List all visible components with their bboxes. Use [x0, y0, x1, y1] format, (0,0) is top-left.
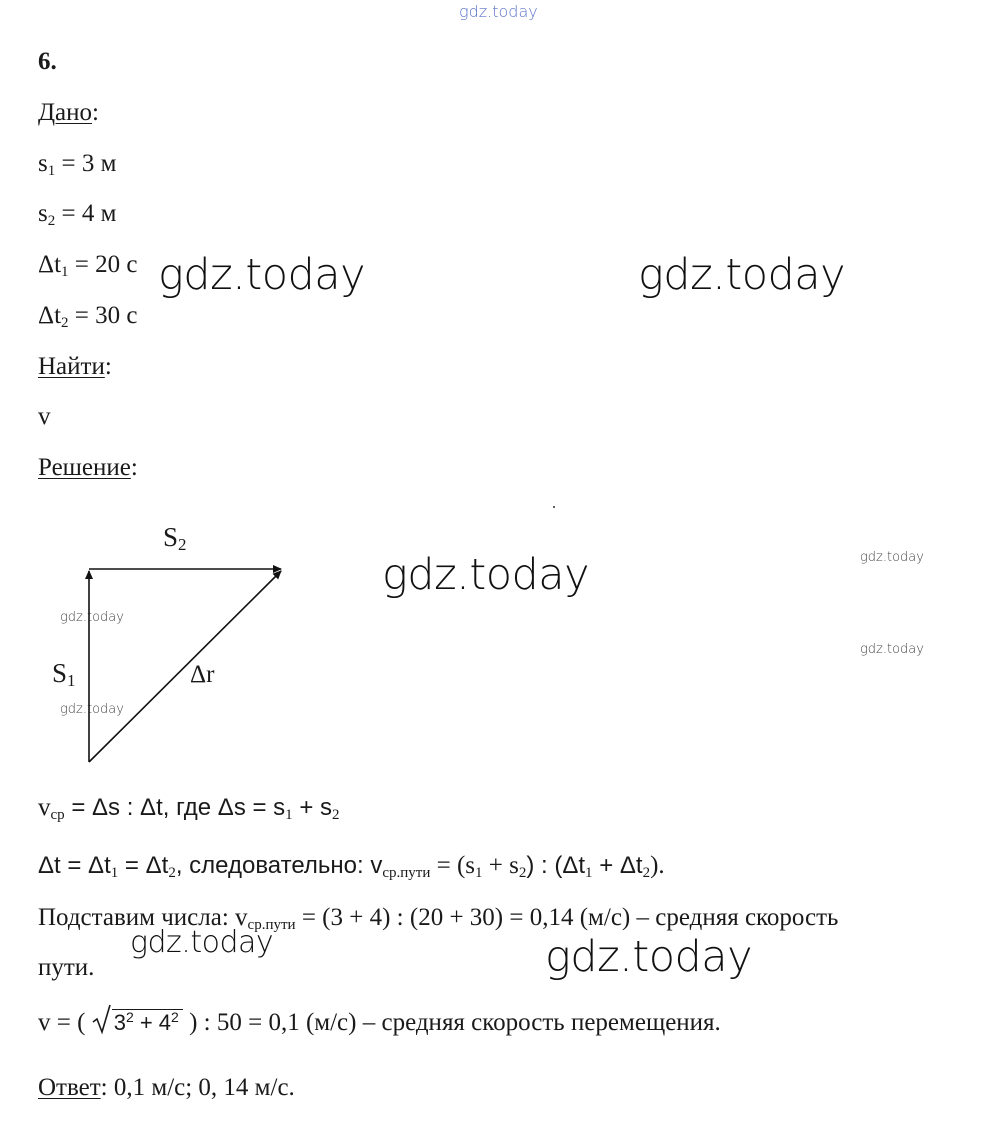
- solution-heading: [38, 453, 138, 483]
- watermark-small: gdz.today: [60, 702, 124, 717]
- f-part: + 4: [133, 1010, 172, 1035]
- watermark-large: gdz.today: [545, 932, 753, 982]
- label-main: S: [52, 658, 68, 688]
- f-part: Δt = Δt: [38, 852, 111, 879]
- watermark-top: gdz.today: [459, 2, 538, 21]
- vector-dr-arrow: [89, 571, 281, 762]
- given-subscript: 1: [47, 163, 56, 179]
- given-symbol: s: [38, 150, 48, 177]
- f-part: 3: [113, 1010, 126, 1035]
- f-part: + s: [482, 852, 519, 879]
- formula-avg-speed: [38, 793, 340, 823]
- f-sub: 1: [475, 865, 483, 881]
- f-sub: 2: [642, 865, 651, 881]
- given-value: = 3 м: [55, 150, 117, 177]
- f-part: + Δt: [592, 852, 643, 879]
- formula-substitute-cont: пути.: [38, 954, 95, 981]
- diagram-label-s2: [163, 522, 187, 552]
- sqrt-icon: [92, 1002, 112, 1036]
- f-sub: ср: [50, 807, 65, 823]
- vector-diagram: [40, 495, 560, 775]
- f-part: = (s: [430, 852, 476, 879]
- given-heading-text: Дано: [38, 99, 93, 126]
- watermark-large: gdz.today: [158, 250, 366, 300]
- f-sub: 2: [332, 807, 340, 823]
- answer-text: : 0,1 м/с; 0, 14 м/с.: [100, 1074, 295, 1101]
- sqrt-expression: [92, 1008, 183, 1038]
- f-sub: ср.пути: [247, 917, 296, 933]
- given-symbol: Δt: [38, 302, 62, 329]
- watermark-large: gdz.today: [638, 250, 846, 300]
- find-heading-colon: :: [104, 353, 112, 380]
- f-sub: 1: [110, 865, 119, 881]
- given-symbol: Δt: [38, 251, 62, 278]
- f-part: = (3 + 4) : (20 + 30) = 0,14 (м/с) – средняя скорость: [295, 904, 839, 931]
- find-heading: [38, 352, 112, 382]
- f-part: = Δs : Δt, где Δs = s: [64, 794, 286, 821]
- f-part: ) : 50 = 0,1 (м/с) – средняя скорость перемещения.: [182, 1009, 721, 1036]
- stray-dot: [553, 506, 555, 508]
- watermark-large: gdz.today: [382, 550, 590, 600]
- given-subscript: 2: [61, 315, 69, 331]
- given-subscript: 1: [61, 264, 69, 280]
- watermark-medium: gdz.today: [130, 925, 274, 960]
- watermark-small: gdz.today: [860, 642, 924, 657]
- f-part: v = (: [38, 1009, 92, 1036]
- given-value: = 20 с: [68, 251, 138, 278]
- find-heading-text: Найти: [38, 353, 105, 380]
- find-value: v: [38, 403, 51, 430]
- given-item-dt2: [38, 301, 137, 331]
- sqrt-radicand: [112, 1009, 183, 1035]
- given-value: = 4 м: [55, 200, 117, 227]
- label-main: S: [163, 522, 179, 552]
- f-sub: 1: [285, 807, 293, 823]
- given-value: = 30 с: [68, 302, 138, 329]
- solution-heading-colon: :: [130, 454, 138, 481]
- watermark-small: gdz.today: [860, 550, 924, 565]
- label-sub: 2: [178, 535, 187, 554]
- given-subscript: 2: [47, 213, 56, 229]
- f-sub: 2: [518, 865, 527, 881]
- f-part: + s: [292, 794, 333, 821]
- given-heading: [38, 98, 99, 128]
- f-part: ) : (Δt: [526, 852, 586, 879]
- f-part: ).: [650, 852, 665, 879]
- diagram-label-s1: [52, 658, 76, 688]
- given-item-dt1: [38, 250, 137, 280]
- f-sup: 2: [171, 1009, 179, 1025]
- answer-line: [38, 1073, 295, 1103]
- f-sup: 2: [125, 1009, 134, 1025]
- watermark-small: gdz.today: [60, 610, 124, 625]
- f-part: Подставим числа: v: [38, 904, 248, 931]
- f-sub: 2: [168, 865, 176, 881]
- diagram-label-dr: Δr: [190, 661, 215, 688]
- solution-heading-text: Решение: [38, 454, 131, 481]
- formula-substitute: [38, 903, 838, 933]
- given-symbol: s: [38, 200, 48, 227]
- given-item-s2: [38, 199, 116, 229]
- problem-number: 6.: [38, 48, 57, 75]
- formula-displacement-speed: [38, 1008, 721, 1038]
- f-sub: 1: [585, 865, 593, 881]
- f-part: , следовательно: v: [175, 852, 383, 879]
- f-sub: ср.пути: [382, 865, 431, 881]
- given-item-s1: [38, 149, 116, 179]
- given-heading-colon: :: [92, 99, 99, 126]
- f-part: v: [38, 794, 51, 821]
- f-part: = Δt: [118, 852, 169, 879]
- label-sub: 1: [67, 671, 76, 690]
- formula-path-speed: [38, 851, 665, 881]
- answer-heading: Ответ: [38, 1074, 101, 1101]
